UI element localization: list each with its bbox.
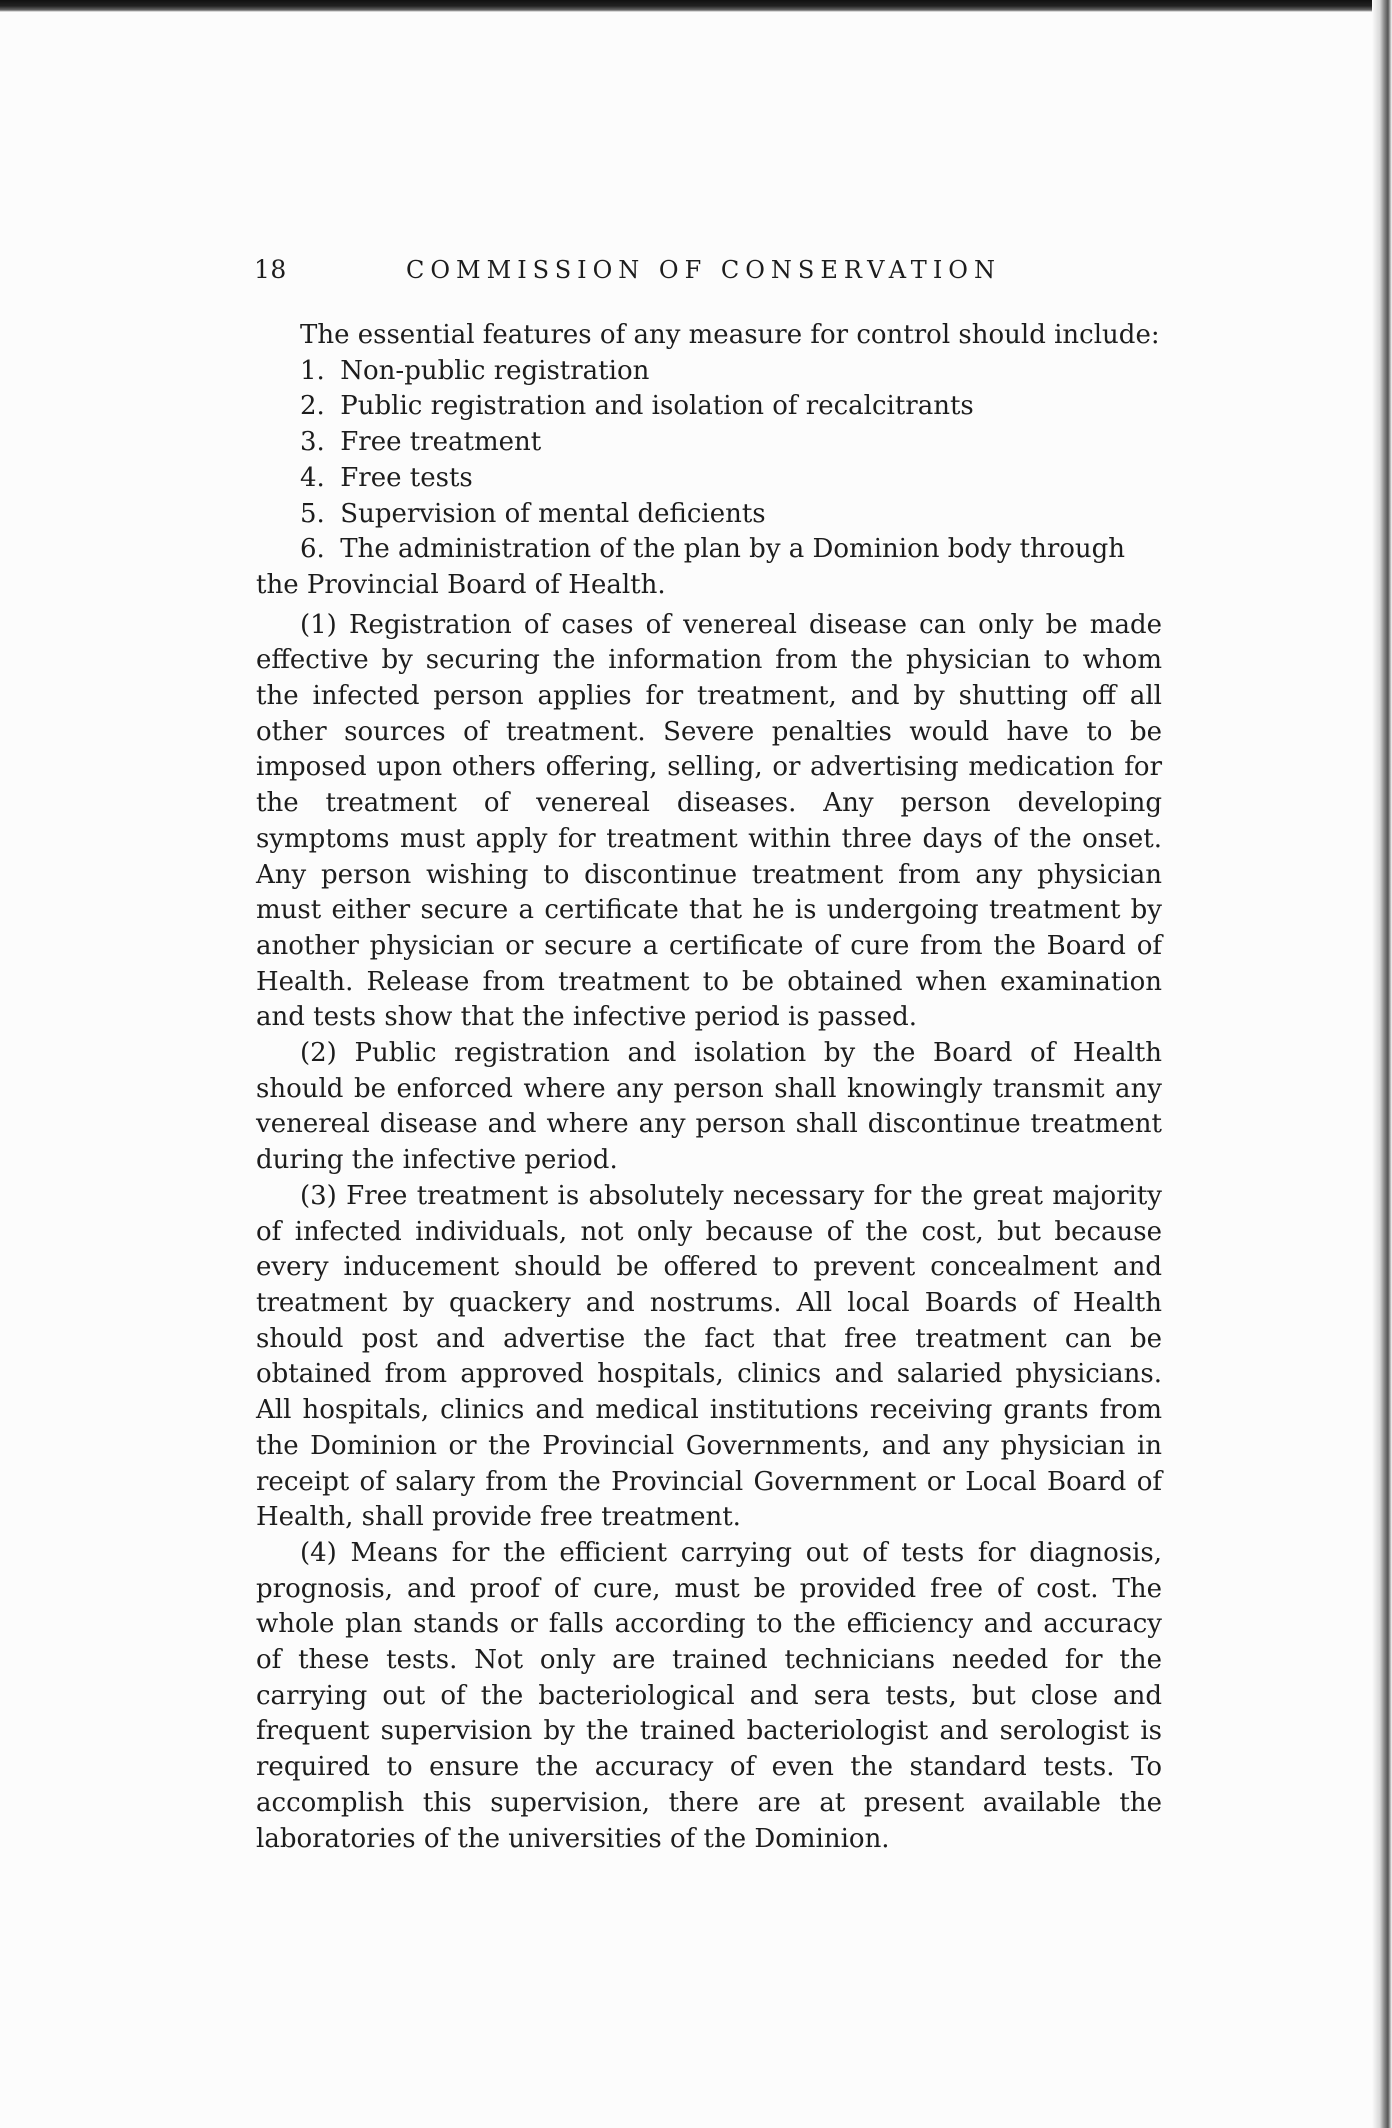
feature-number: 1. [300, 355, 325, 386]
feature-item [300, 389, 1162, 425]
feature-list [256, 354, 1162, 568]
feature-text: Supervision of mental deficients [340, 498, 766, 529]
running-title: COMMISSION OF CONSERVATION [406, 256, 1001, 284]
feature-number: 5. [300, 498, 325, 529]
page-right-edge [1372, 0, 1392, 2128]
feature-text: Free treatment [340, 427, 542, 458]
feature-item [300, 461, 1162, 497]
page-top-edge [0, 0, 1392, 12]
feature-item [300, 354, 1162, 390]
feature-number: 6. [300, 534, 325, 565]
section-4-paragraph: (4) Means for the efficient carrying out of tests for diagnosis, prognosis, and proof of cure, must be provided free of cost. The whole plan stands or falls according to the efficiency and accuracy of these tests. Not only are trained technicians needed for the carrying out of the bacteriological and sera tests, but close and frequent supervision by the trained bacteriologist and serologist is required to ensure the accuracy of even the standard tests. To accomplish this supervision, there are at present available the laboratories of the universities of the Dominion. [256, 1537, 1162, 1854]
feature-item [300, 497, 1162, 533]
feature-text: Free tests [340, 462, 473, 493]
feature-6-continuation: the Provincial Board of Health. [256, 569, 666, 600]
feature-text: Non-public registration [340, 355, 650, 386]
page-number: 18 [254, 255, 287, 284]
intro-paragraph: The essential features of any measure for control should include: [300, 320, 1160, 350]
section-1-paragraph: (1) Registration of cases of venereal disease can only be made effective by securing the information from the physician to whom the infected person applies for treatment, and by shutting off all other sources of treatment. Severe penalties would have to be imposed upon others offering, selling, or advertising medication for the treatment of venereal diseases. Any person developing symptoms must apply for treatment within three days of the onset. Any person wishing to discontinue treatment from any physician must either secure a certificate that he is undergoing treatment by another physician or secure a certificate of cure from the Board of Health. Release from treatment to be obtained when examination and tests show that the infective period is passed. [256, 609, 1162, 1033]
feature-number: 4. [300, 462, 325, 493]
section-2-paragraph: (2) Public registration and isolation by the Board of Health should be enforced where any person shall knowingly transmit any venereal disease and where any person shall discontinue treatment during the infective period. [256, 1038, 1162, 1176]
feature-item [300, 532, 1162, 568]
feature-number: 2. [300, 391, 325, 422]
feature-number: 3. [300, 427, 325, 458]
body-text [256, 318, 1162, 1857]
feature-text: The administration of the plan by a Dominion body through [340, 534, 1126, 565]
section-3-paragraph: (3) Free treatment is absolutely necessary for the great majority of infected individuals, not only because of the cost, but because every inducement should be offered to prevent concealment and treatment by quackery and nostrums. All local Boards of Health should post and advertise the fact that free treatment can be obtained from approved hospitals, clinics and salaried physicians. All hospitals, clinics and medical institutions receiving grants from the Dominion or the Provincial Governments, and any physician in receipt of salary from the Provincial Government or Local Board of Health, shall provide free treatment. [256, 1180, 1162, 1533]
feature-text: Public registration and isolation of recalcitrants [340, 391, 974, 422]
feature-item [300, 425, 1162, 461]
page-header [254, 250, 1264, 290]
